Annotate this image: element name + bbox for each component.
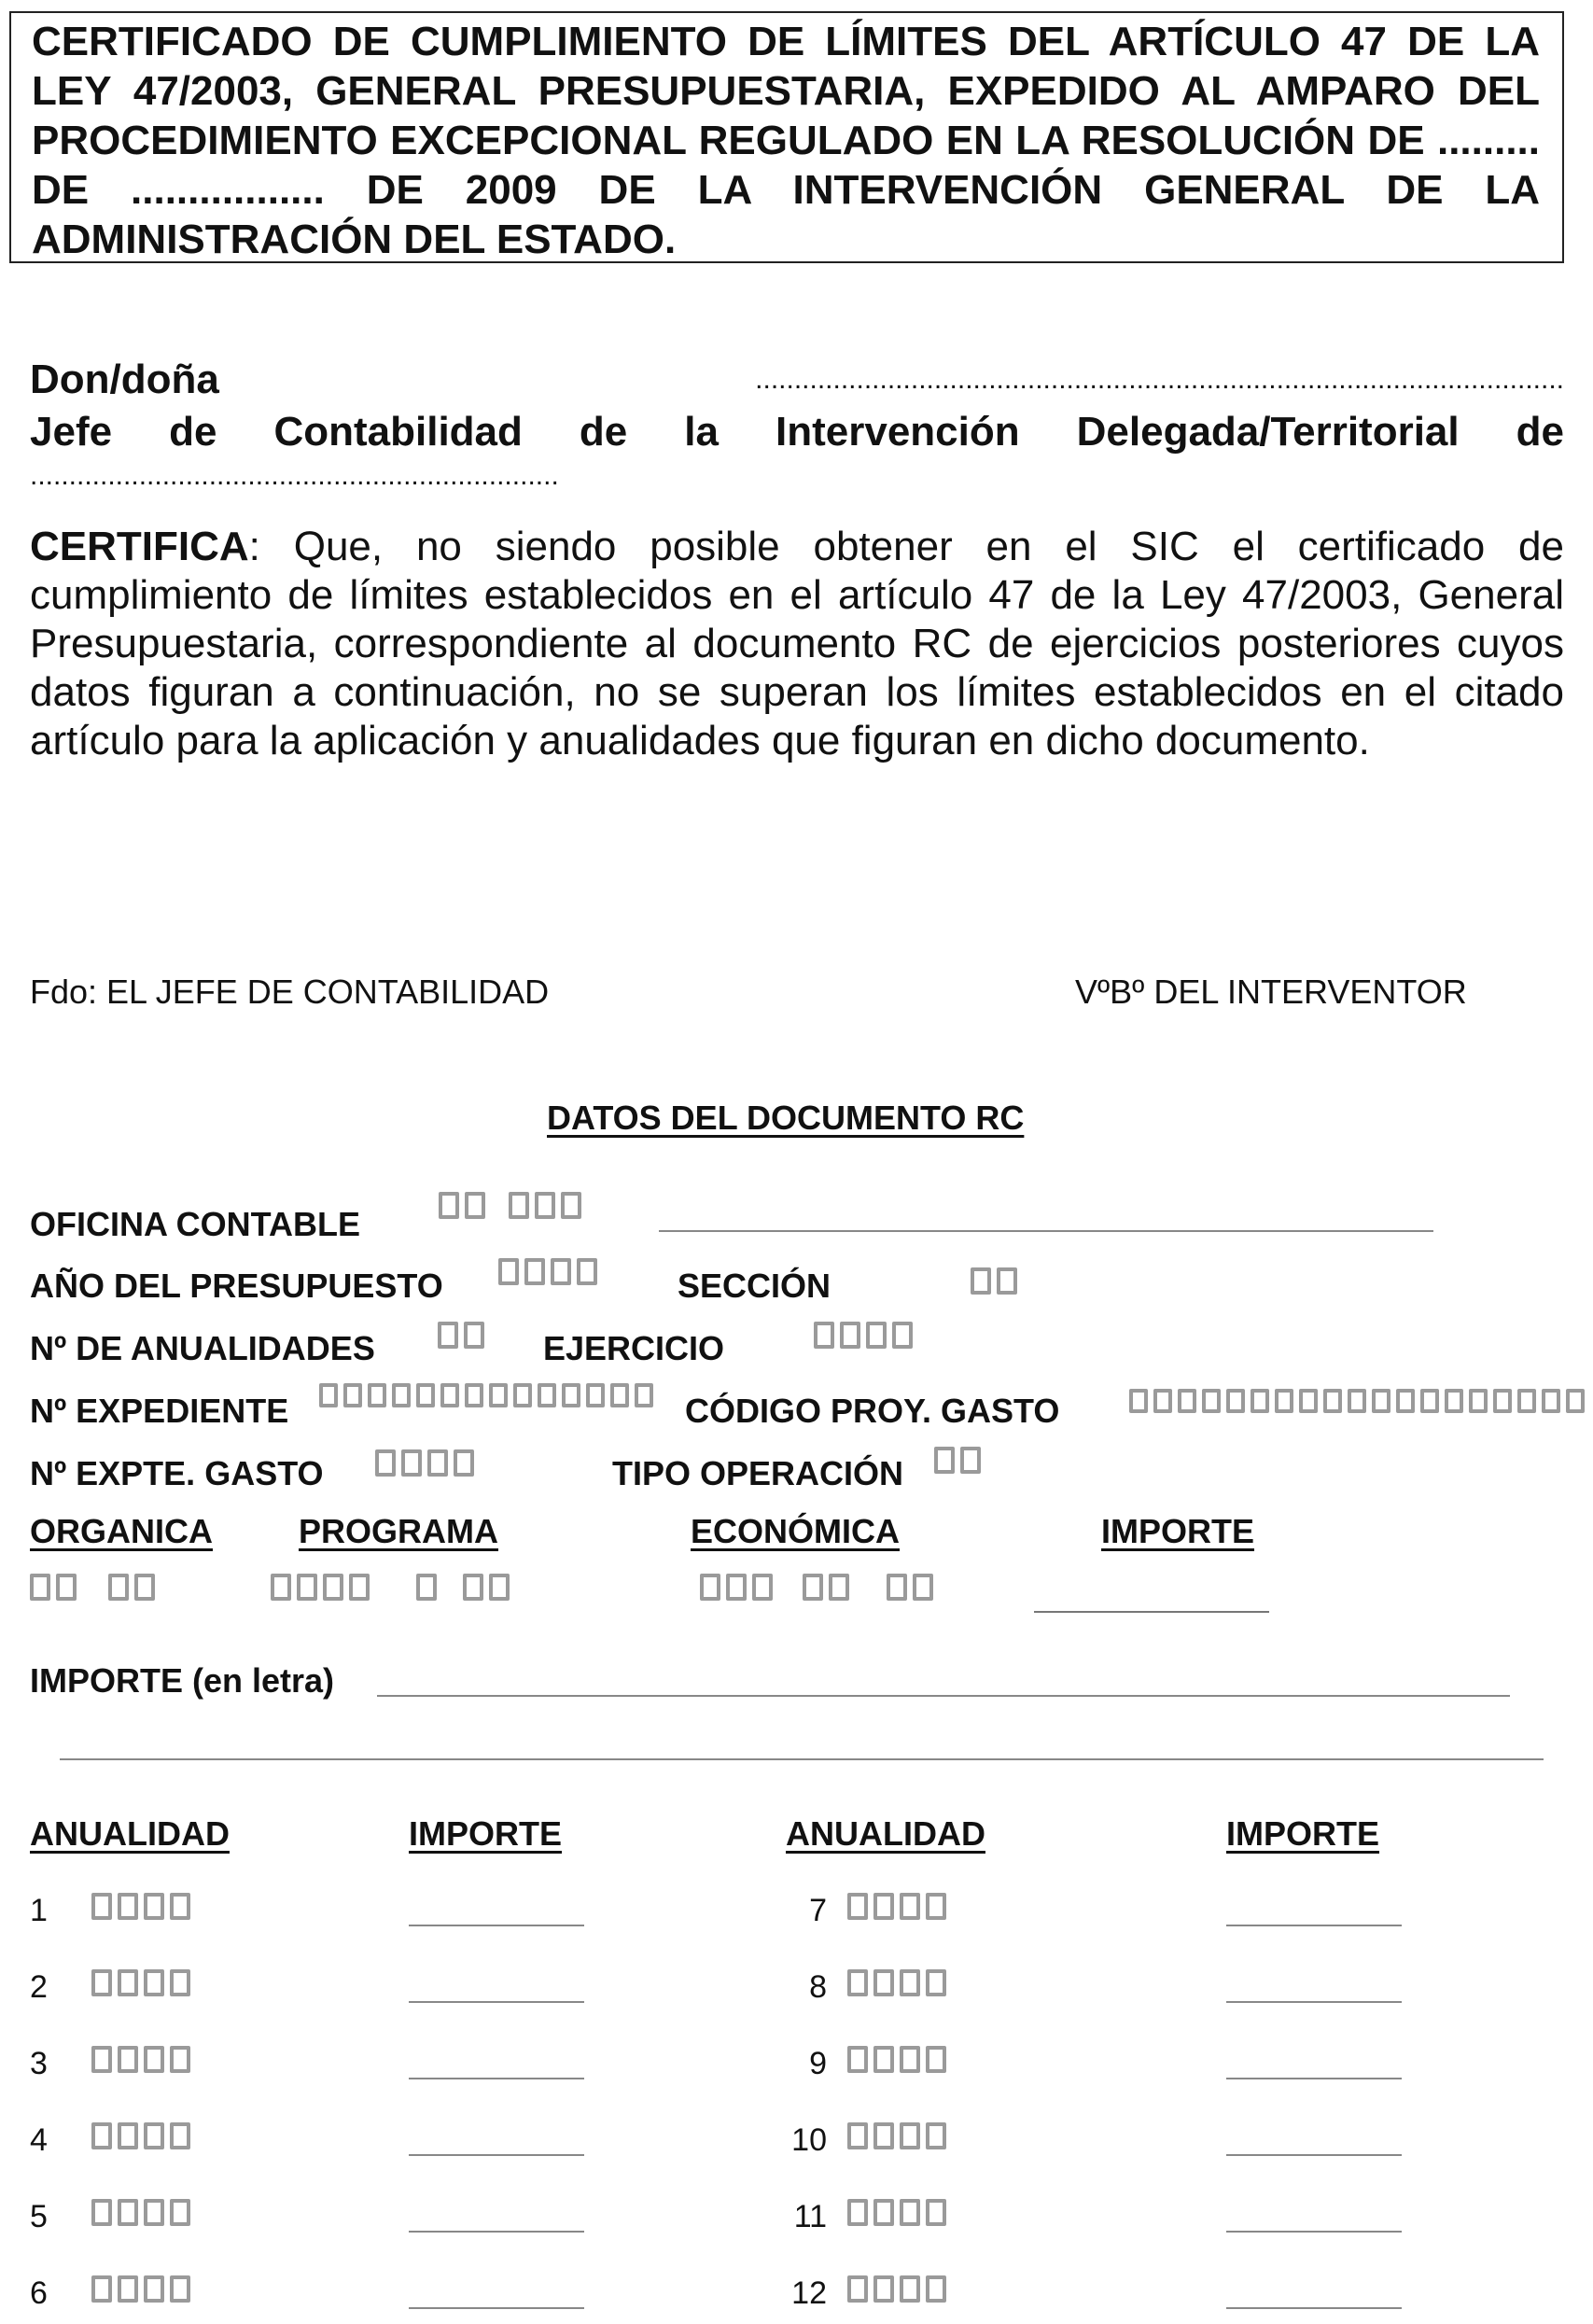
role-line — [30, 407, 1564, 457]
num-anualidades-label: Nº DE ANUALIDADES — [30, 1329, 375, 1367]
annuity-year-boxes[interactable] — [847, 2275, 950, 2303]
anio-presupuesto-boxes[interactable] — [498, 1258, 601, 1285]
ejercicio-label: EJERCICIO — [543, 1329, 725, 1367]
anualidad-header-right: ANUALIDAD — [786, 1814, 985, 1853]
anio-presupuesto-label: AÑO DEL PRESUPUESTO — [30, 1267, 443, 1305]
annuity-year-boxes[interactable] — [91, 2199, 194, 2226]
annuity-number: 6 — [30, 2275, 48, 2311]
economica-boxes-a[interactable] — [700, 1574, 776, 1601]
certifica-text: : Que, no siendo posible obtener en el SIC el certificado de cumplimiento de límites establecidos en el artículo 47 de la Ley 47/2003, General Presupuestaria, correspondiente al documento RC de ejercicios posteriores cuyos datos figuran a continuación, no se superan los límites establecidos en el citado artículo para la aplicación y anualidades que figuran en dicho documento. — [30, 524, 1564, 763]
don-label: Don/doña — [30, 357, 219, 402]
programa-label: PROGRAMA — [299, 1512, 498, 1550]
annuity-amount-line[interactable] — [1226, 2307, 1402, 2309]
document-title — [9, 11, 1564, 263]
annuity-number: 3 — [30, 2046, 48, 2081]
num-anualidades-boxes[interactable] — [438, 1322, 488, 1349]
importe-letra-label: IMPORTE (en letra) — [30, 1661, 335, 1700]
importe-letra-line-2[interactable] — [60, 1758, 1544, 1760]
annuity-amount-line[interactable] — [409, 2078, 584, 2079]
annuity-amount-line[interactable] — [1226, 2231, 1402, 2233]
annuity-number: 11 — [793, 2199, 827, 2234]
annuity-year-boxes[interactable] — [847, 2046, 950, 2073]
anualidad-header-left: ANUALIDAD — [30, 1814, 230, 1853]
annuity-year-boxes[interactable] — [91, 1893, 194, 1920]
annuity-amount-line[interactable] — [1226, 1925, 1402, 1926]
codigo-proy-gasto-label: CÓDIGO PROY. GASTO — [685, 1392, 1060, 1430]
certifica-paragraph — [30, 523, 1564, 765]
don-dots[interactable]: ........................................................................................................ — [755, 364, 1564, 395]
annuity-amount-line[interactable] — [1226, 2078, 1402, 2079]
annuity-amount-line[interactable] — [409, 2001, 584, 2003]
certifica-label: CERTIFICA — [30, 524, 249, 569]
annuity-year-boxes[interactable] — [847, 1893, 950, 1920]
rc-section-title: DATOS DEL DOCUMENTO RC — [547, 1099, 1025, 1137]
tipo-operacion-label: TIPO OPERACIÓN — [612, 1454, 904, 1492]
num-expediente-boxes[interactable] — [319, 1383, 657, 1407]
annuity-year-boxes[interactable] — [847, 2122, 950, 2149]
tipo-operacion-boxes[interactable] — [934, 1447, 985, 1474]
organica-boxes-a[interactable] — [30, 1574, 80, 1601]
annuity-year-boxes[interactable] — [91, 2046, 194, 2073]
economica-label: ECONÓMICA — [691, 1512, 900, 1550]
codigo-proy-gasto-boxes[interactable] — [1129, 1389, 1588, 1413]
num-expediente-label: Nº EXPEDIENTE — [30, 1392, 289, 1430]
annuity-year-boxes[interactable] — [847, 2199, 950, 2226]
annuity-number: 7 — [809, 1893, 827, 1928]
annuity-amount-line[interactable] — [409, 2154, 584, 2156]
programa-boxes-a[interactable] — [271, 1574, 373, 1601]
importe-header-left: IMPORTE — [409, 1814, 563, 1853]
annuity-amount-line[interactable] — [1226, 2154, 1402, 2156]
role-dots[interactable]: .................................................................... — [30, 460, 559, 491]
importe-label: IMPORTE — [1101, 1512, 1255, 1550]
annuity-number: 8 — [809, 1969, 827, 2005]
oficina-contable-code-a[interactable] — [439, 1192, 489, 1219]
annuity-number: 4 — [30, 2122, 48, 2158]
organica-boxes-b[interactable] — [108, 1574, 159, 1601]
document-title-text: CERTIFICADO DE CUMPLIMIENTO DE LÍMITES DEL ARTÍCULO 47 DE LA LEY 47/2003, GENERAL PRESUPUESTARIA, EXPEDIDO AL AMPARO DEL PROCEDIMIENTO EXCEPCIONAL REGULADO EN LA RESOLUCIÓN DE ......... DE ................. DE 2009 DE LA INTERVENCIÓN GENERAL DE LA ADMINISTRACIÓN DEL ESTADO. — [32, 19, 1540, 262]
annuity-year-boxes[interactable] — [91, 2275, 194, 2303]
importe-header-right: IMPORTE — [1226, 1814, 1380, 1853]
role-line-text: Jefe de Contabilidad de la Intervención Delegada/Territorial de — [30, 409, 1564, 455]
signature-left: Fdo: EL JEFE DE CONTABILIDAD — [30, 973, 550, 1011]
annuity-amount-line[interactable] — [1226, 2001, 1402, 2003]
annuity-year-boxes[interactable] — [847, 1969, 950, 1996]
certifier-name-line — [30, 355, 1564, 405]
annuity-amount-line[interactable] — [409, 2307, 584, 2309]
seccion-boxes[interactable] — [971, 1267, 1021, 1295]
annuity-number: 2 — [30, 1969, 48, 2005]
annuity-year-boxes[interactable] — [91, 1969, 194, 1996]
programa-boxes-c[interactable] — [463, 1574, 513, 1601]
organica-label: ORGANICA — [30, 1512, 213, 1550]
annuity-year-boxes[interactable] — [91, 2122, 194, 2149]
annuity-number: 1 — [30, 1893, 48, 1928]
ejercicio-boxes[interactable] — [814, 1322, 916, 1349]
importe-line[interactable] — [1034, 1611, 1269, 1613]
economica-boxes-b[interactable] — [803, 1574, 853, 1601]
programa-boxes-b[interactable] — [416, 1574, 440, 1601]
annuity-number: 10 — [791, 2122, 827, 2158]
signature-right: VºBº DEL INTERVENTOR — [1075, 973, 1467, 1011]
num-expte-gasto-boxes[interactable] — [375, 1449, 478, 1477]
annuity-amount-line[interactable] — [409, 1925, 584, 1926]
economica-boxes-c[interactable] — [887, 1574, 937, 1601]
oficina-contable-label: OFICINA CONTABLE — [30, 1205, 360, 1243]
num-expte-gasto-label: Nº EXPTE. GASTO — [30, 1454, 324, 1492]
annuity-number: 5 — [30, 2199, 48, 2234]
seccion-label: SECCIÓN — [678, 1267, 831, 1305]
annuity-number: 9 — [809, 2046, 827, 2081]
oficina-contable-line[interactable] — [659, 1230, 1433, 1232]
oficina-contable-code-b[interactable] — [509, 1192, 585, 1219]
annuity-amount-line[interactable] — [409, 2231, 584, 2233]
annuity-number: 12 — [791, 2275, 827, 2311]
importe-letra-line-1[interactable] — [377, 1695, 1510, 1697]
